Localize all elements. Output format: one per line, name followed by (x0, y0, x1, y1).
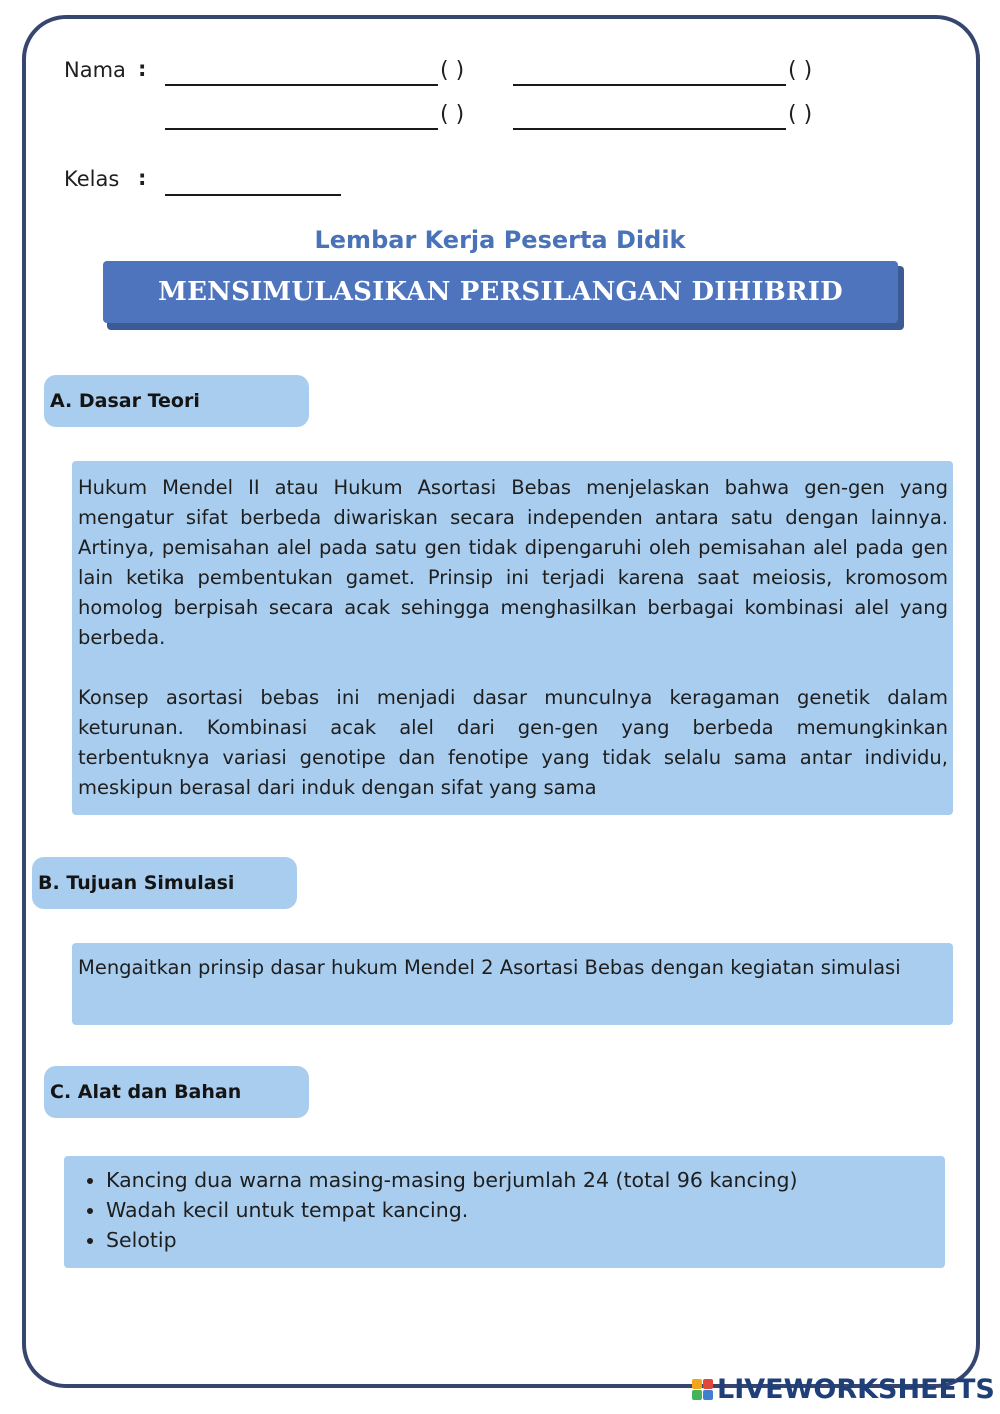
kelas-colon: : (138, 166, 147, 190)
list-item: • Kancing dua warna masing-masing berjumlah 24 (total 96 kancing) (106, 1165, 940, 1195)
page-title: MENSIMULASIKAN PERSILANGAN DIHIBRID (158, 277, 843, 307)
logo-square (703, 1379, 713, 1389)
nama-field-2[interactable] (513, 84, 786, 86)
brand-text: LIVEWORKSHEETS (717, 1373, 995, 1405)
kelas-label: Kelas (64, 167, 120, 191)
worksheet-subtitle: Lembar Kerja Peserta Didik (314, 226, 686, 254)
kelas-field[interactable] (165, 194, 341, 196)
nama-colon: : (138, 57, 147, 81)
section-b-box (72, 943, 953, 1025)
logo-square (703, 1390, 713, 1400)
section-c-heading: C. Alat dan Bahan (44, 1066, 309, 1118)
materials-list (64, 1165, 940, 1255)
list-item: • Selotip (106, 1225, 940, 1255)
nama-absen-4[interactable]: ( ) (788, 102, 813, 127)
section-a-box (72, 461, 953, 815)
list-item: • Wadah kecil untuk tempat kancing. (106, 1195, 940, 1225)
section-c-box (64, 1156, 945, 1268)
nama-field-3[interactable] (165, 128, 438, 130)
nama-label: Nama (64, 58, 126, 82)
nama-absen-1[interactable]: ( ) (440, 58, 465, 83)
section-b-text: Mengaitkan prinsip dasar hukum Mendel 2 Asortasi Bebas dengan kegiatan simulasi (78, 956, 901, 979)
nama-absen-2[interactable]: ( ) (788, 58, 813, 83)
section-a-paragraph-2: Konsep asortasi bebas ini menjadi dasar munculnya keragaman genetik dalam keturunan. Kombinasi acak alel dari gen-gen yang berbeda memungkinkan terbentuknya variasi genotipe dan fenotipe yang tidak selalu sama antar individu, meskipun berasal dari induk dengan sifat yang sama (78, 686, 948, 799)
nama-field-1[interactable] (165, 84, 438, 86)
section-b-heading: B. Tujuan Simulasi (32, 857, 297, 909)
nama-field-4[interactable] (513, 128, 786, 130)
logo-square (692, 1379, 702, 1389)
nama-absen-3[interactable]: ( ) (440, 102, 465, 127)
logo-square (692, 1390, 702, 1400)
liveworksheets-logo-icon (692, 1379, 713, 1400)
liveworksheets-brand (692, 1374, 995, 1404)
title-banner (103, 261, 898, 323)
section-a-heading: A. Dasar Teori (44, 375, 309, 427)
section-a-paragraph-1: Hukum Mendel II atau Hukum Asortasi Bebas menjelaskan bahwa gen-gen yang mengatur sifat berbeda diwariskan secara independen antara satu dengan lainnya. Artinya, pemisahan alel pada satu gen tidak dipengaruhi oleh pemisahan alel pada gen lain ketika pembentukan gamet. Prinsip ini terjadi karena saat meiosis, kromosom homolog berpisah secara acak sehingga menghasilkan berbagai kombinasi alel yang berbeda. (78, 476, 948, 649)
